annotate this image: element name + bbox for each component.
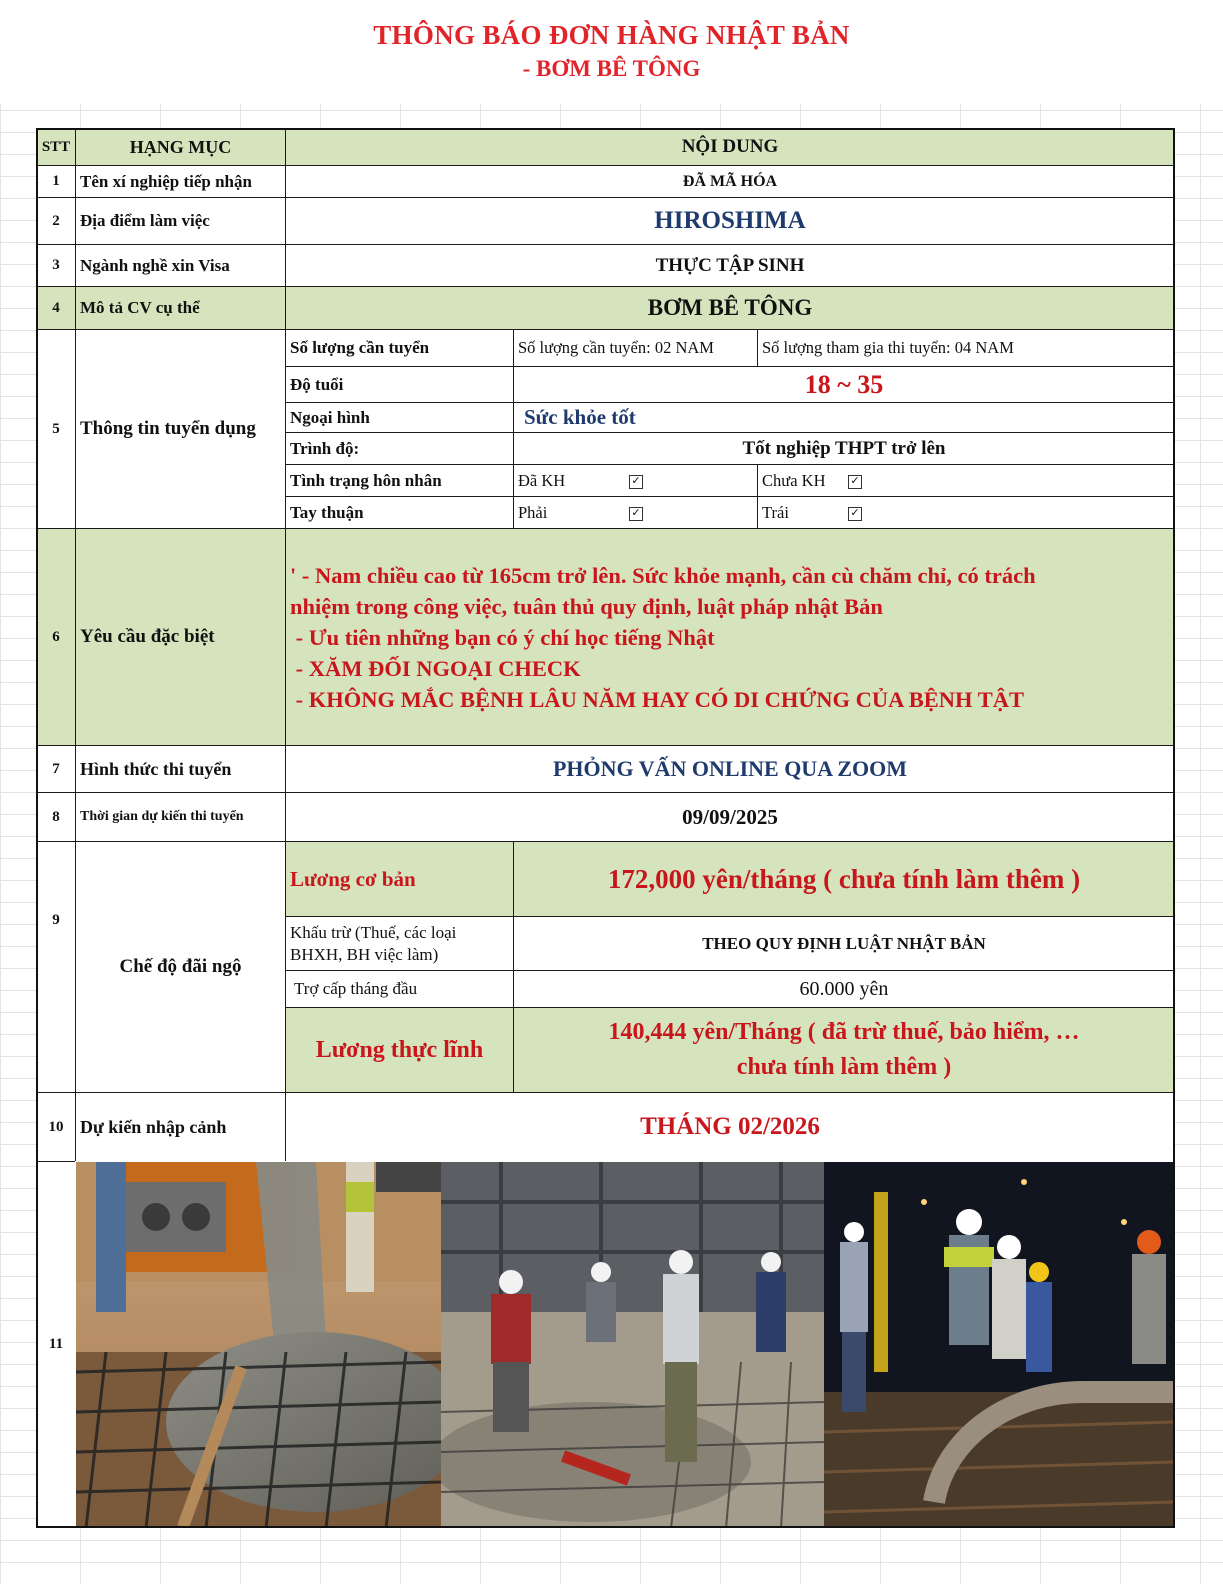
page-title: THÔNG BÁO ĐƠN HÀNG NHẬT BẢN [373, 20, 850, 50]
workers-leveling-photo [441, 1162, 825, 1528]
quantity-label: Số lượng cần tuyển [285, 329, 514, 367]
page-subtitle: - BƠM BÊ TÔNG [522, 56, 701, 81]
row-label: Hình thức thi tuyển [75, 745, 286, 793]
marital-label: Tình trạng hôn nhân [285, 464, 514, 497]
right-hand-checkbox[interactable]: ✓ [629, 507, 643, 521]
quantity-needed: Số lượng cần tuyển: 02 NAM [513, 329, 758, 367]
net-salary-value [513, 1007, 1175, 1093]
age-value: 18 ~ 35 [513, 366, 1175, 403]
allowance-value: 60.000 yên [513, 970, 1175, 1008]
marital-married-option [513, 464, 758, 497]
left-hand-label: Trái [762, 502, 789, 522]
allowance-label: Trợ cấp tháng đầu [285, 970, 514, 1008]
net-salary-label: Lương thực lĩnh [285, 1007, 514, 1093]
hand-left-option [757, 496, 1175, 529]
net-salary-line: 140,444 yên/Tháng ( đã trừ thuế, bảo hiểm, … [608, 1019, 1080, 1045]
row-number: 9 [36, 841, 76, 1093]
header-stt: STT [36, 128, 76, 166]
header-category: HẠNG MỤC [75, 128, 286, 166]
single-label: Chưa KH [762, 470, 826, 490]
row-number: 7 [36, 745, 76, 793]
requirement-line: ' - Nam chiều cao từ 165cm trở lên. Sức khỏe mạnh, cần cù chăm chỉ, có trách [290, 562, 1036, 588]
entry-date: THÁNG 02/2026 [285, 1092, 1175, 1162]
row-label: Mô tả CV cụ thể [75, 286, 286, 330]
row-label: Dự kiến nhập cảnh [75, 1092, 286, 1162]
requirement-line: - XĂM ĐỐI NGOẠI CHECK [290, 655, 581, 681]
row-label: Tên xí nghiệp tiếp nhận [75, 165, 286, 198]
row-label: Ngành nghề xin Visa [75, 244, 286, 287]
visa-type: THỰC TẬP SINH [285, 244, 1175, 287]
row-number: 10 [36, 1092, 76, 1162]
pump-hose-night-photo [824, 1162, 1175, 1528]
deduction-value: THEO QUY ĐỊNH LUẬT NHẬT BẢN [513, 916, 1175, 971]
exam-format: PHỎNG VẤN ONLINE QUA ZOOM [285, 745, 1175, 793]
education-label: Trình độ: [285, 432, 514, 465]
company-name: ĐÃ MÃ HÓA [285, 165, 1175, 198]
deduction-label: Khấu trừ (Thuế, các loại BHXH, BH việc làm) [285, 916, 514, 971]
requirement-line: nhiệm trong công việc, tuân thủ quy định, luật pháp nhật Bản [290, 593, 883, 619]
concrete-pouring-photo [76, 1162, 442, 1528]
age-label: Độ tuổi [285, 366, 514, 403]
quantity-exam: Số lượng tham gia thi tuyển: 04 NAM [757, 329, 1175, 367]
basic-salary-label: Lương cơ bản [285, 841, 514, 917]
left-hand-checkbox[interactable]: ✓ [848, 507, 862, 521]
work-location: HIROSHIMA [285, 197, 1175, 245]
job-description: BƠM BÊ TÔNG [285, 286, 1175, 330]
requirement-line: - Ưu tiên những bạn có ý chí học tiếng Nhật [290, 624, 715, 650]
title-block [0, 0, 1223, 104]
row-number: 5 [36, 329, 76, 529]
appearance-value: Sức khỏe tốt [513, 402, 1175, 433]
special-requirements [285, 528, 1175, 746]
row-number: 6 [36, 528, 76, 746]
row-label: Thông tin tuyển dụng [75, 329, 286, 529]
row-number: 3 [36, 244, 76, 287]
marital-single-option [757, 464, 1175, 497]
row-label: Thời gian dự kiến thi tuyển [75, 792, 286, 842]
row-label: Chế độ đãi ngộ [75, 841, 286, 1093]
education-value: Tốt nghiệp THPT trở lên [513, 432, 1175, 465]
appearance-label: Ngoại hình [285, 402, 514, 433]
hand-right-option [513, 496, 758, 529]
requirement-line: - KHÔNG MẮC BỆNH LÂU NĂM HAY CÓ DI CHỨNG CỦA BỆNH TẬT [290, 686, 1024, 712]
hand-label: Tay thuận [285, 496, 514, 529]
single-checkbox[interactable]: ✓ [848, 475, 862, 489]
married-checkbox[interactable]: ✓ [629, 475, 643, 489]
right-hand-label: Phải [518, 502, 548, 522]
row-number: 11 [36, 1161, 76, 1528]
married-label: Đã KH [518, 470, 566, 490]
exam-date: 09/09/2025 [285, 792, 1175, 842]
row-number: 1 [36, 165, 76, 198]
net-salary-line: chưa tính làm thêm ) [736, 1054, 952, 1080]
row-number: 8 [36, 792, 76, 842]
header-content: NỘI DUNG [285, 128, 1175, 166]
basic-salary-value: 172,000 yên/tháng ( chưa tính làm thêm ) [513, 841, 1175, 917]
row-number: 4 [36, 286, 76, 330]
row-label: Yêu cầu đặc biệt [75, 528, 286, 746]
row-label: Địa điểm làm việc [75, 197, 286, 245]
row-number: 2 [36, 197, 76, 245]
